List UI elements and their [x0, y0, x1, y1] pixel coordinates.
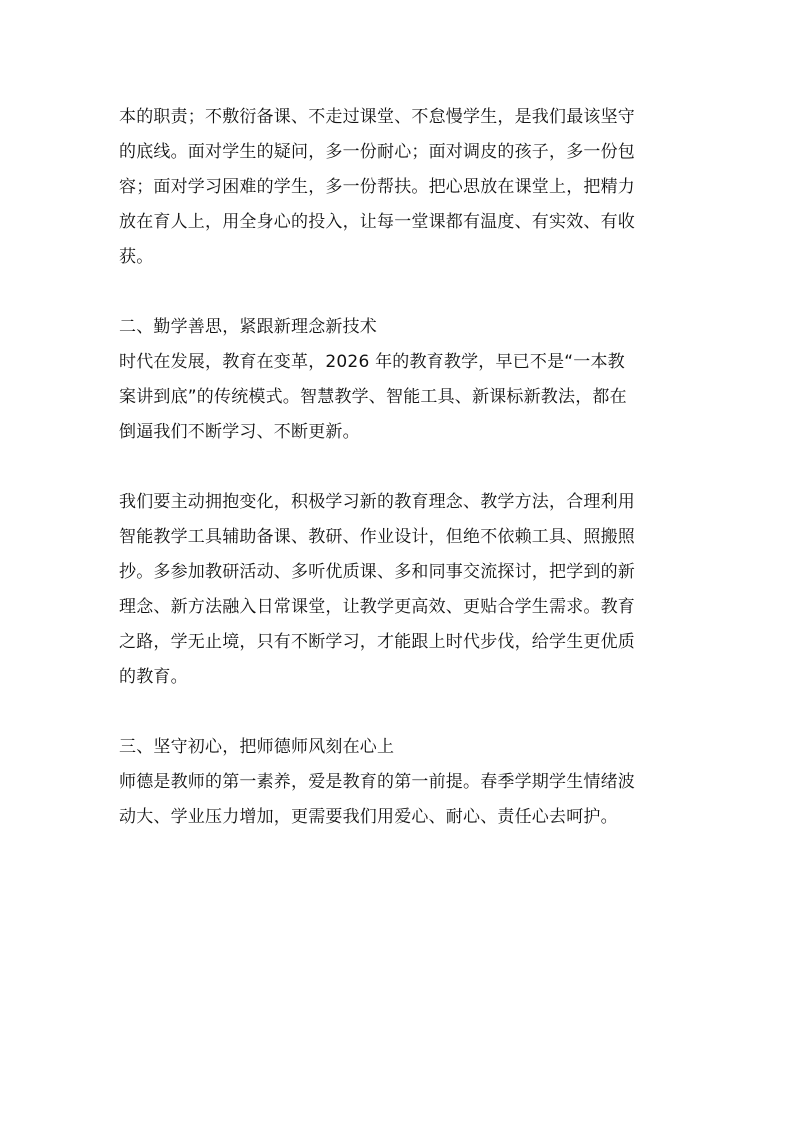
document-body — [119, 100, 679, 835]
text-line: 容；面对学习困难的学生，多一份帮扶。把心思放在课堂上，把精力 — [119, 177, 635, 197]
paragraph-gap — [119, 275, 679, 310]
text-line: 的教育。 — [119, 667, 188, 687]
text-line: 师德是教师的第一素养，爱是教育的第一前提。春季学期学生情绪波 — [119, 772, 635, 792]
paragraph-1 — [119, 100, 679, 275]
paragraph-gap — [119, 450, 679, 485]
paragraph-3 — [119, 485, 679, 695]
paragraph-gap — [119, 695, 679, 730]
section-heading-3: 三、坚守初心，把师德师风刻在心上 — [119, 737, 395, 757]
text-line: 之路，学无止境，只有不断学习，才能跟上时代步伐，给学生更优质 — [119, 632, 635, 652]
text-line: 动大、学业压力增加，更需要我们用爱心、耐心、责任心去呵护。 — [119, 807, 618, 827]
paragraph-2 — [119, 345, 679, 450]
text-line: 本的职责；不敷衍备课、不走过课堂、不怠慢学生，是我们最该坚守 — [119, 107, 635, 127]
text-line: 时代在发展，教育在变革，2026 年的教育教学，早已不是“一本教 — [119, 352, 625, 372]
text-line: 案讲到底”的传统模式。智慧教学、智能工具、新课标新教法，都在 — [119, 387, 627, 407]
text-line: 放在育人上，用全身心的投入，让每一堂课都有温度、有实效、有收 — [119, 212, 635, 232]
text-line: 理念、新方法融入日常课堂，让教学更高效、更贴合学生需求。教育 — [119, 597, 635, 617]
text-line: 我们要主动拥抱变化，积极学习新的教育理念、教学方法，合理利用 — [119, 492, 635, 512]
text-line: 倒逼我们不断学习、不断更新。 — [119, 422, 360, 442]
text-line: 智能教学工具辅助备课、教研、作业设计，但绝不依赖工具、照搬照 — [119, 527, 635, 547]
text-line: 的底线。面对学生的疑问，多一份耐心；面对调皮的孩子，多一份包 — [119, 142, 635, 162]
text-line: 抄。多参加教研活动、多听优质课、多和同事交流探讨，把学到的新 — [119, 562, 635, 582]
text-line: 获。 — [119, 247, 154, 267]
paragraph-4 — [119, 765, 679, 835]
section-heading-2: 二、勤学善思，紧跟新理念新技术 — [119, 317, 377, 337]
